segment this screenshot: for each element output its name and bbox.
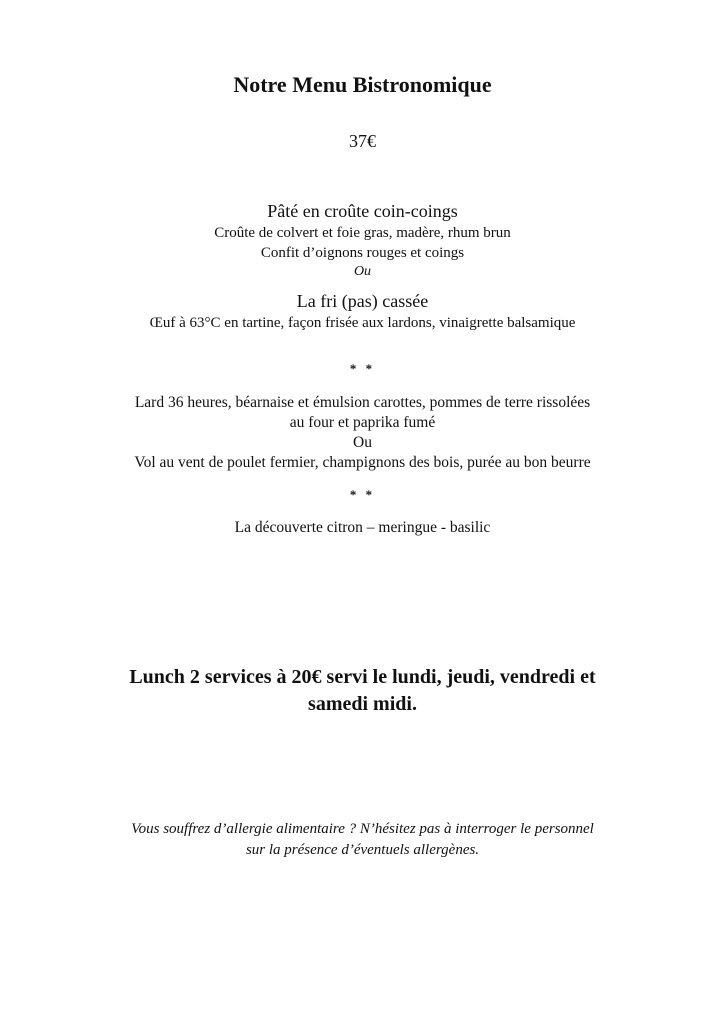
main-1-line-2: au four et paprika fumé (289, 414, 436, 431)
allergy-notice (60, 819, 665, 861)
starter-2-name: La fri (pas) cassée (296, 291, 429, 311)
dessert: La découverte citron – meringue - basilic (234, 519, 491, 536)
starter-1-name: Pâté en croûte coin-coings (267, 201, 458, 221)
starter-1-line-1: Croûte de colvert et foie gras, madère, rhum brun (214, 225, 511, 241)
menu-price: 37€ (349, 131, 376, 151)
starter-option-1 (0, 199, 725, 281)
lunch-offer-line-2: samedi midi. (308, 693, 417, 715)
starter-2-line-1: Œuf à 63°C en tartine, façon frisée aux lardons, vinaigrette balsamique (149, 315, 576, 331)
starter-or-label: Ou (353, 264, 372, 279)
lunch-offer-line-1: Lunch 2 services à 20€ servi le lundi, jeudi, vendredi et (129, 666, 596, 688)
allergy-notice-line-2: sur la présence d’éventuels allergènes. (245, 842, 480, 858)
course-separator-2: * * (349, 487, 376, 502)
menu-title: Notre Menu Bistronomique (233, 72, 492, 97)
lunch-offer (60, 664, 665, 718)
starter-option-2 (0, 289, 725, 333)
main-1-line-1: Lard 36 heures, béarnaise et émulsion carottes, pommes de terre rissolées (134, 394, 591, 411)
course-separator-1: * * (349, 361, 376, 376)
starter-1-line-2: Confit d’oignons rouges et coings (260, 245, 465, 261)
main-courses (0, 393, 725, 473)
main-2-line-1: Vol au vent de poulet fermier, champignons des bois, purée au bon beurre (134, 454, 591, 471)
allergy-notice-line-1: Vous souffrez d’allergie alimentaire ? N’hésitez pas à interroger le personnel (131, 821, 594, 837)
main-or-label: Ou (353, 434, 372, 451)
